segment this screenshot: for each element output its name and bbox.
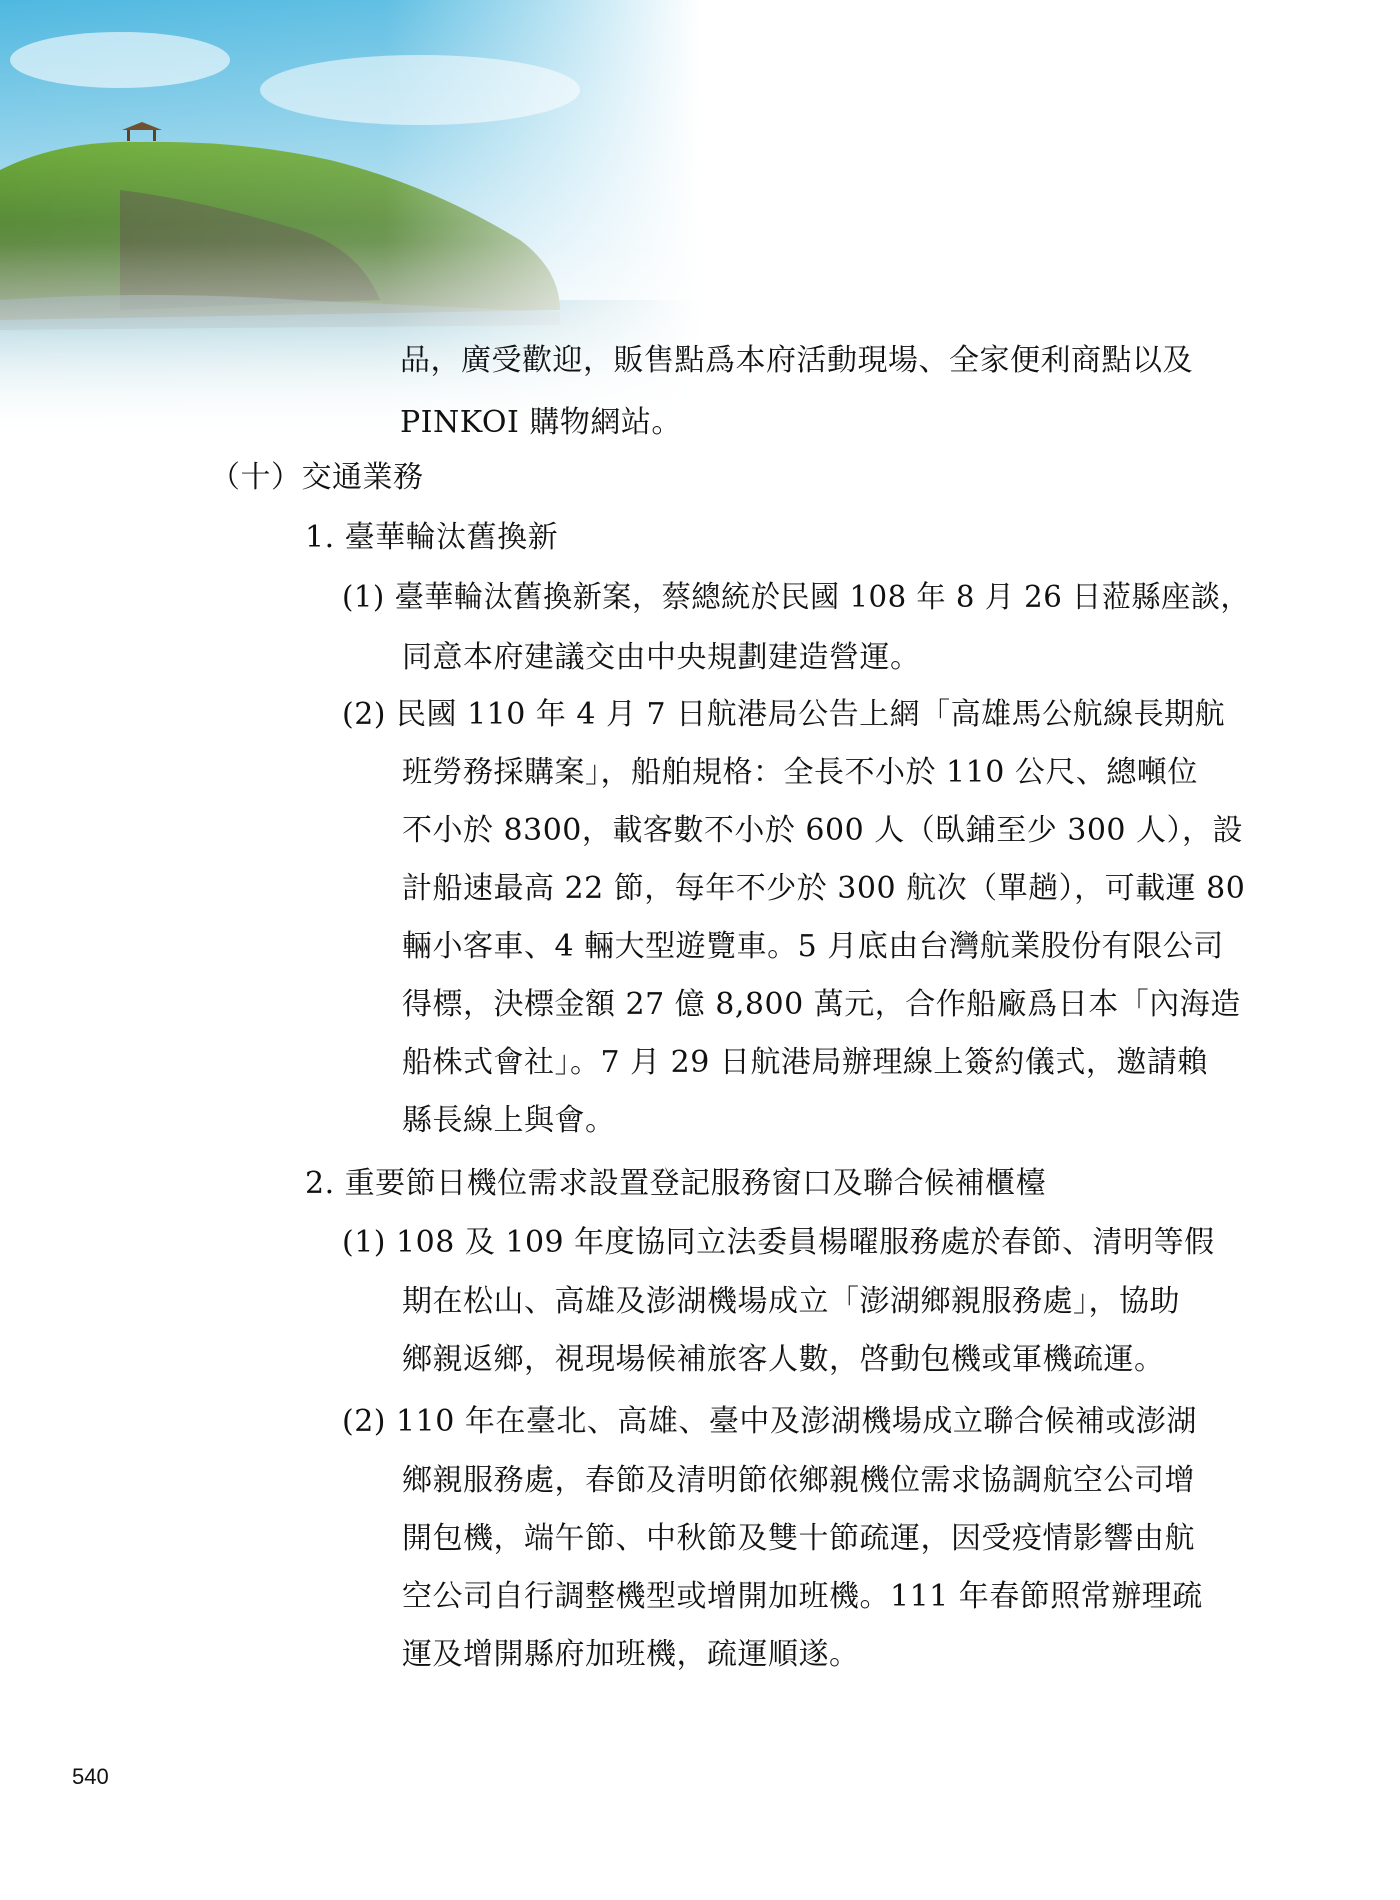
section-heading: （十）交通業務 bbox=[210, 460, 424, 495]
subitem-line: 不小於 8300，載客數不小於 600 人（臥鋪至少 300 人），設 bbox=[402, 813, 1244, 848]
subitem-line: 期在松山、高雄及澎湖機場成立「澎湖鄉親服務處」，協助 bbox=[402, 1284, 1180, 1319]
subitem-line: 得標，決標金額 27 億 8,800 萬元，合作船廠爲日本「內海造 bbox=[402, 987, 1241, 1022]
subitem-line: 空公司自行調整機型或增開加班機。111 年春節照常辦理疏 bbox=[402, 1579, 1203, 1614]
subitem-line: 船株式會社」。7 月 29 日航港局辦理線上簽約儀式，邀請賴 bbox=[402, 1045, 1208, 1080]
subitem-line: 班勞務採購案」，船舶規格：全長不小於 110 公尺、總噸位 bbox=[402, 755, 1198, 790]
item-title: 1. 臺華輪汰舊換新 bbox=[305, 520, 559, 555]
paragraph-line: PINKOI 購物網站。 bbox=[400, 405, 682, 440]
item-title: 2. 重要節日機位需求設置登記服務窗口及聯合候補櫃檯 bbox=[305, 1166, 1047, 1201]
subitem-line: (2) 民國 110 年 4 月 7 日航港局公告上網「高雄馬公航線長期航 bbox=[342, 697, 1226, 732]
subitem-line: 開包機，端午節、中秋節及雙十節疏運，因受疫情影響由航 bbox=[402, 1521, 1195, 1556]
subitem-line: (1) 108 及 109 年度協同立法委員楊曜服務處於春節、清明等假 bbox=[342, 1225, 1215, 1260]
paragraph-line: 品，廣受歡迎，販售點爲本府活動現場、全家便利商點以及 bbox=[400, 343, 1193, 378]
subitem-line: 運及增開縣府加班機，疏運順遂。 bbox=[402, 1637, 860, 1672]
subitem-line: 鄉親服務處，春節及清明節依鄉親機位需求協調航空公司增 bbox=[402, 1463, 1195, 1498]
subitem-line: 輛小客車、4 輛大型遊覽車。5 月底由台灣航業股份有限公司 bbox=[402, 929, 1224, 964]
page-number: 540 bbox=[72, 1764, 109, 1789]
subitem-line: (1) 臺華輪汰舊換新案，蔡總統於民國 108 年 8 月 26 日蒞縣座談， bbox=[342, 580, 1251, 615]
subitem-line: 同意本府建議交由中央規劃建造營運。 bbox=[402, 640, 921, 675]
subitem-line: 鄉親返鄉，視現場候補旅客人數，啓動包機或軍機疏運。 bbox=[402, 1342, 1165, 1377]
subitem-line: (2) 110 年在臺北、高雄、臺中及澎湖機場成立聯合候補或澎湖 bbox=[342, 1404, 1197, 1439]
subitem-line: 計船速最高 22 節，每年不少於 300 航次（單趟），可載運 80 bbox=[402, 871, 1246, 906]
subitem-line: 縣長線上與會。 bbox=[402, 1103, 616, 1138]
